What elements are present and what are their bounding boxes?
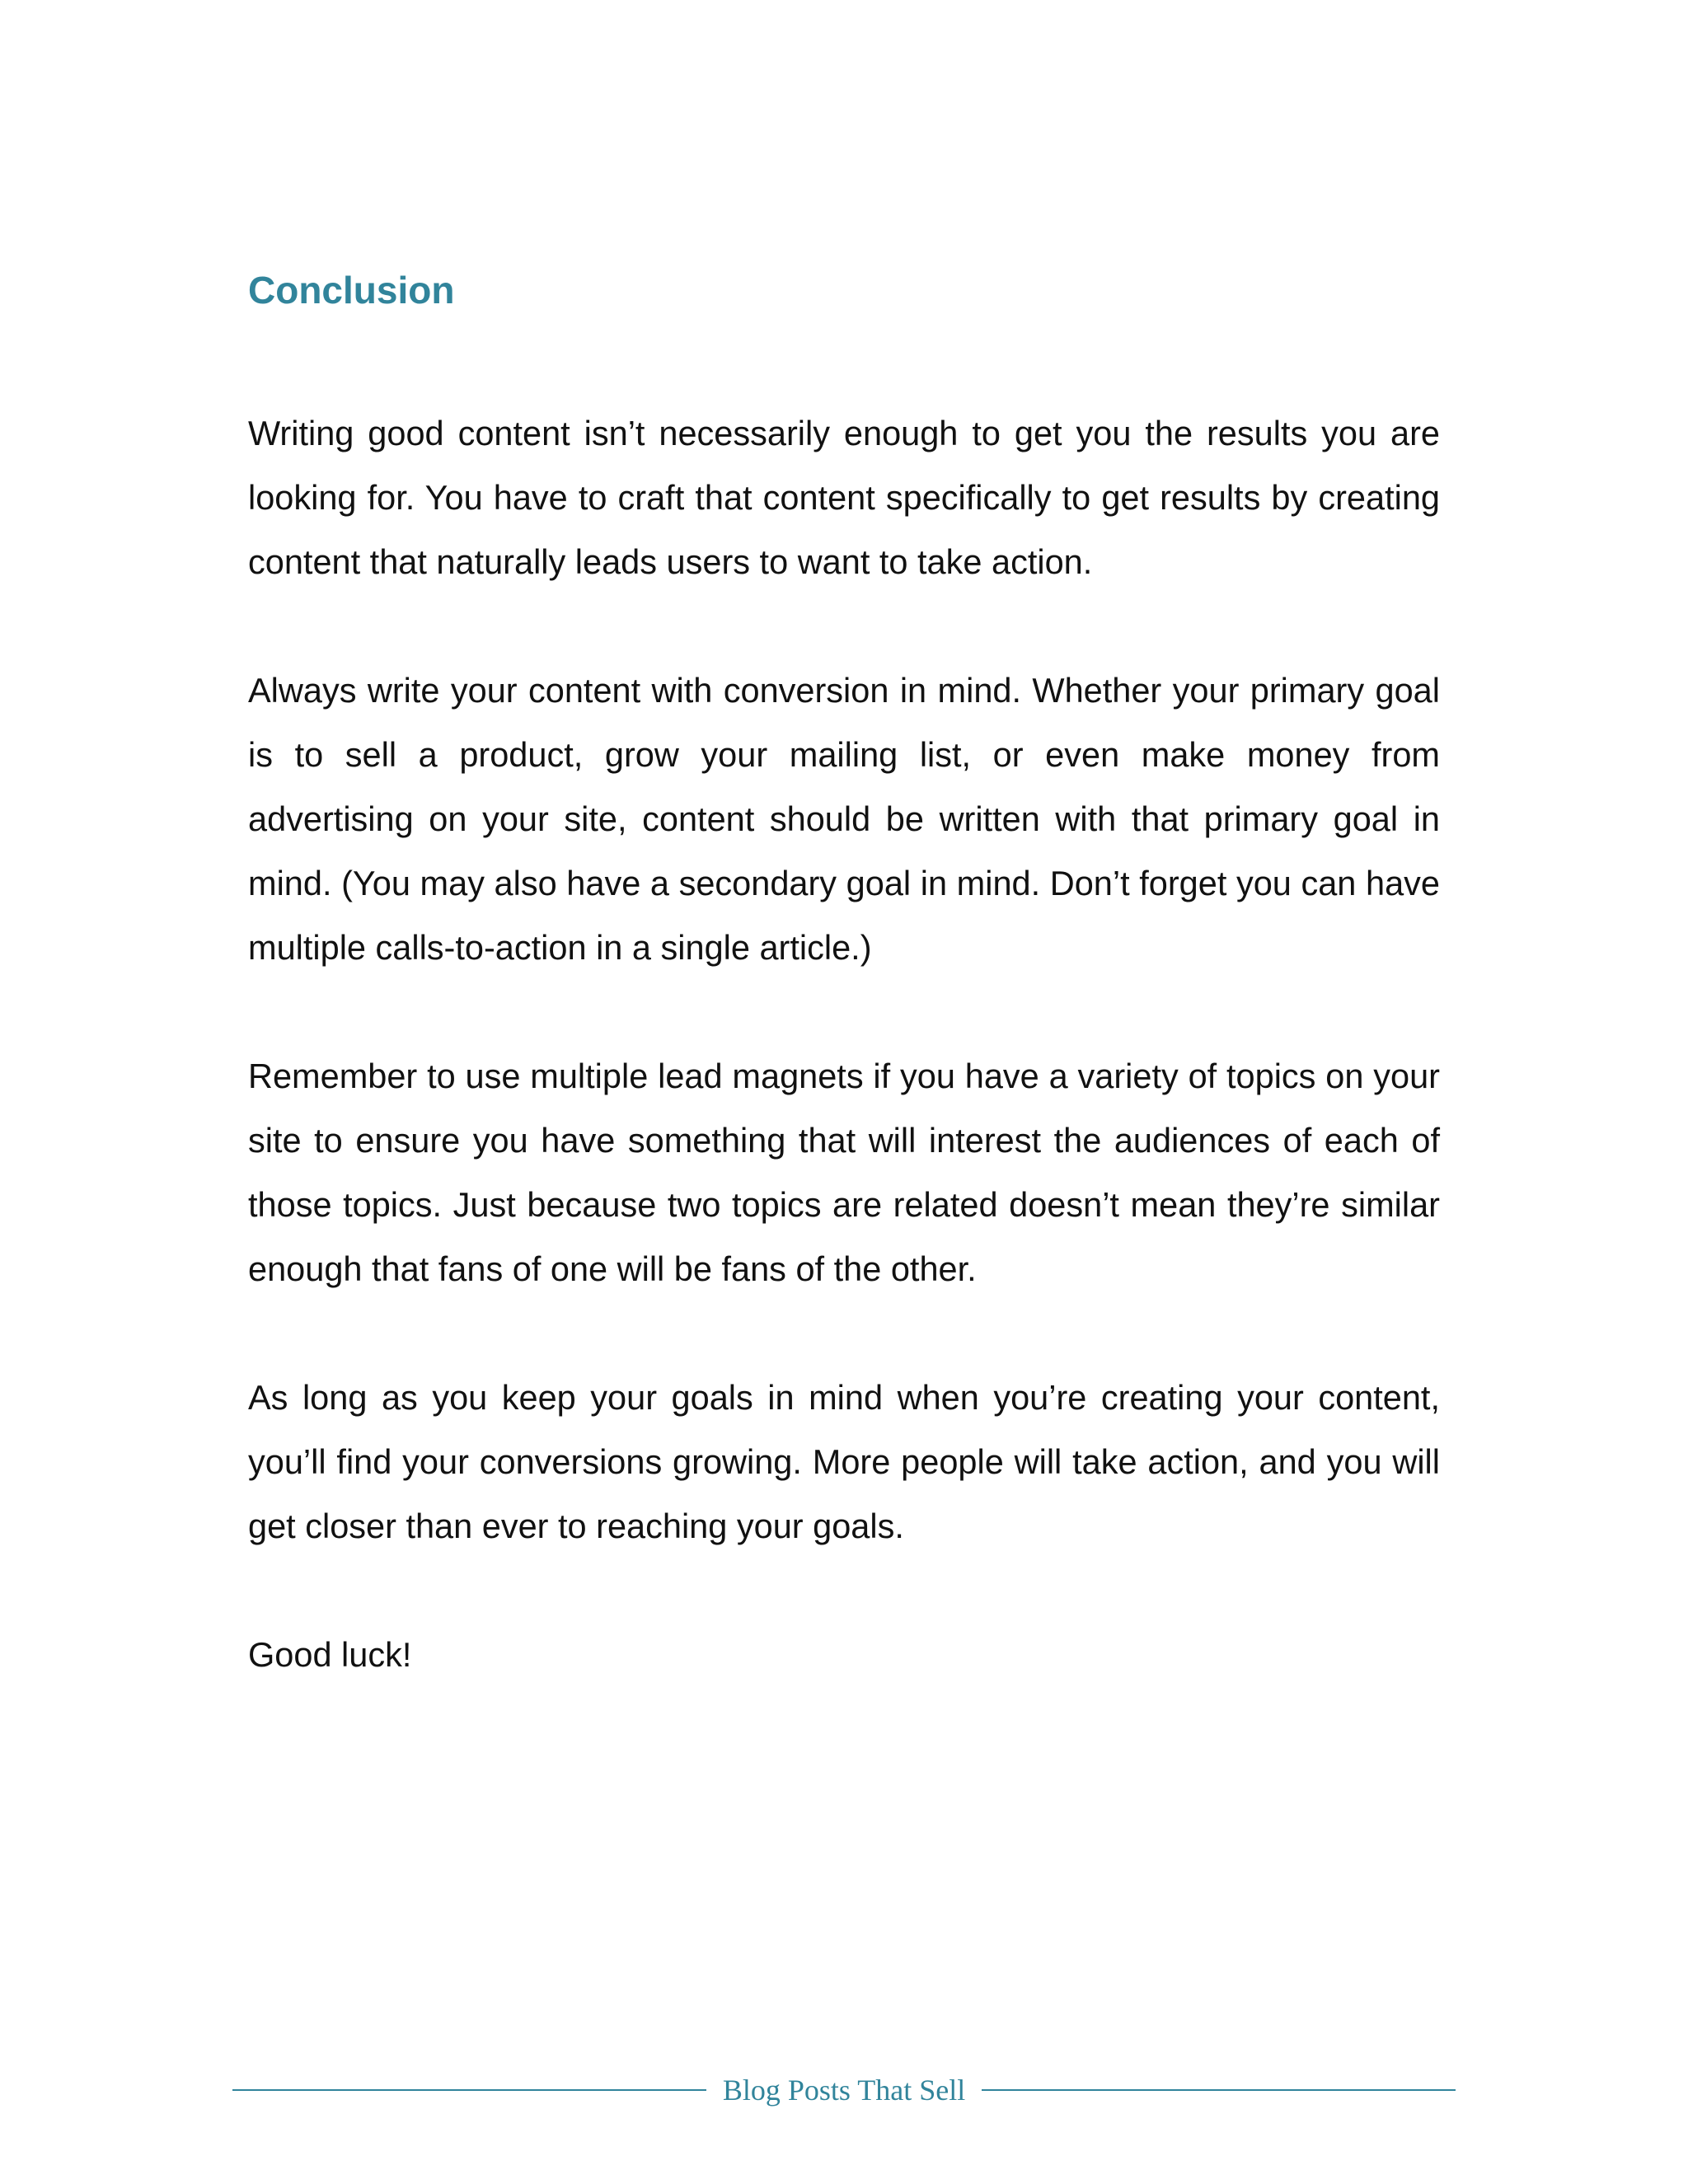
body-text: [248, 401, 1440, 1687]
paragraph-3: Remember to use multiple lead magnets if you have a variety of topics on your site to ensure you have something that will interest the audiences of each of those topics. Just because two topics are related doesn’t mean they’re similar enough that fans of one will be fans of the other.: [248, 1057, 1440, 1288]
page-footer: [232, 2067, 1456, 2113]
footer-title: Blog Posts That Sell: [722, 2074, 966, 2107]
paragraph-5: Good luck!: [248, 1635, 412, 1674]
section-heading: Conclusion: [248, 269, 455, 312]
paragraph-4: As long as you keep your goals in mind when you’re creating your content, you’ll find your conversions growing. More people will take action, and you will get closer than ever to reaching your goals.: [248, 1378, 1440, 1545]
paragraph-1: Writing good content isn’t necessarily enough to get you the results you are looking for. You have to craft that content specifically to get results by creating content that naturally leads users to want to take action.: [248, 414, 1440, 581]
paragraph-2: Always write your content with conversion in mind. Whether your primary goal is to sell a product, grow your mailing list, or even make money from advertising on your site, content should be written with that primary goal in mind. (You may also have a secondary goal in mind. Don’t forget you can have multiple calls-to-action in a single article.): [248, 671, 1440, 967]
footer-rule-right: [982, 2089, 1456, 2091]
footer-rule-left: [232, 2089, 706, 2091]
